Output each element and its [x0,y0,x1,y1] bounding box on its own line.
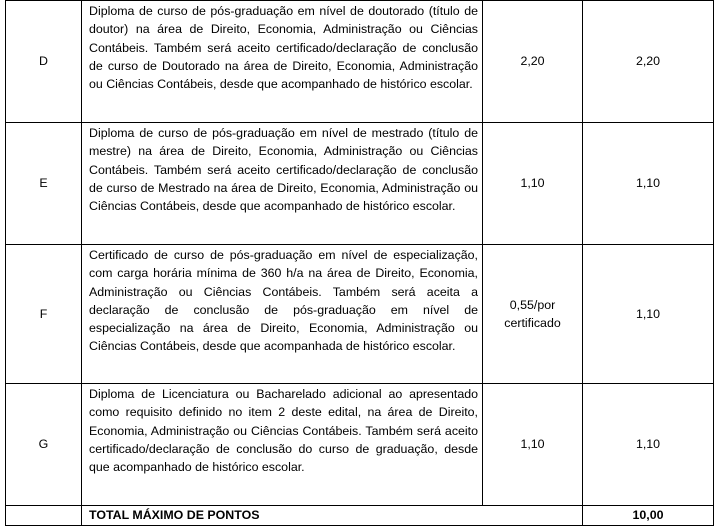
table-row-e [6,123,714,245]
row-points: 1,10 [483,123,583,245]
total-label: TOTAL MÁXIMO DE PONTOS [82,506,583,526]
table-row-total [6,506,714,526]
row-description: Diploma de Licenciatura ou Bacharelado adicional ao apresentado como requisito definido no item 2 deste edital, na área de Direito, Economia, Administração ou Ciências Contábeis. Também será aceito certificado/declaração de conclusão do curso de graduação, desde que acompanhado de histórico escolar. [82,384,483,506]
total-empty-cell [6,506,82,526]
row-description: Diploma de curso de pós-graduação em nível de mestrado (título de mestre) na área de Direito, Economia, Administração ou Ciências Contábeis. Também será aceito certificado/declaração de conclusão de curso de Mestrado na área de Direito, Economia, Administração ou Ciências Contábeis, desde que acompanhado de histórico escolar. [82,123,483,245]
row-max-points: 1,10 [583,245,714,384]
table-row-g [6,384,714,506]
row-code: G [6,384,82,506]
row-code: F [6,245,82,384]
row-points: 0,55/por certificado [483,245,583,384]
row-code: D [6,1,82,123]
row-max-points: 1,10 [583,384,714,506]
score-table [5,0,714,526]
table-row-d [6,1,714,123]
row-max-points: 1,10 [583,123,714,245]
total-value: 10,00 [583,506,714,526]
row-code: E [6,123,82,245]
row-points: 1,10 [483,384,583,506]
table-row-f [6,245,714,384]
row-description: Diploma de curso de pós-graduação em nível de doutorado (título de doutor) na área de Direito, Economia, Administração ou Ciências Contábeis. Também será aceito certificado/declaração de conclusão de curso de Doutorado na área de Direito, Economia, Administração ou Ciências Contábeis, desde que acompanhado de histórico escolar. [82,1,483,123]
row-description: Certificado de curso de pós-graduação em nível de especialização, com carga horária mínima de 360 h/a na área de Direito, Economia, Administração ou Ciências Contábeis. Também será aceita a declaração de conclusão de pós-graduação em nível de especialização na área de Direito, Economia, Administração ou Ciências Contábeis, desde que acompanhada de histórico escolar. [82,245,483,384]
row-max-points: 2,20 [583,1,714,123]
row-points: 2,20 [483,1,583,123]
